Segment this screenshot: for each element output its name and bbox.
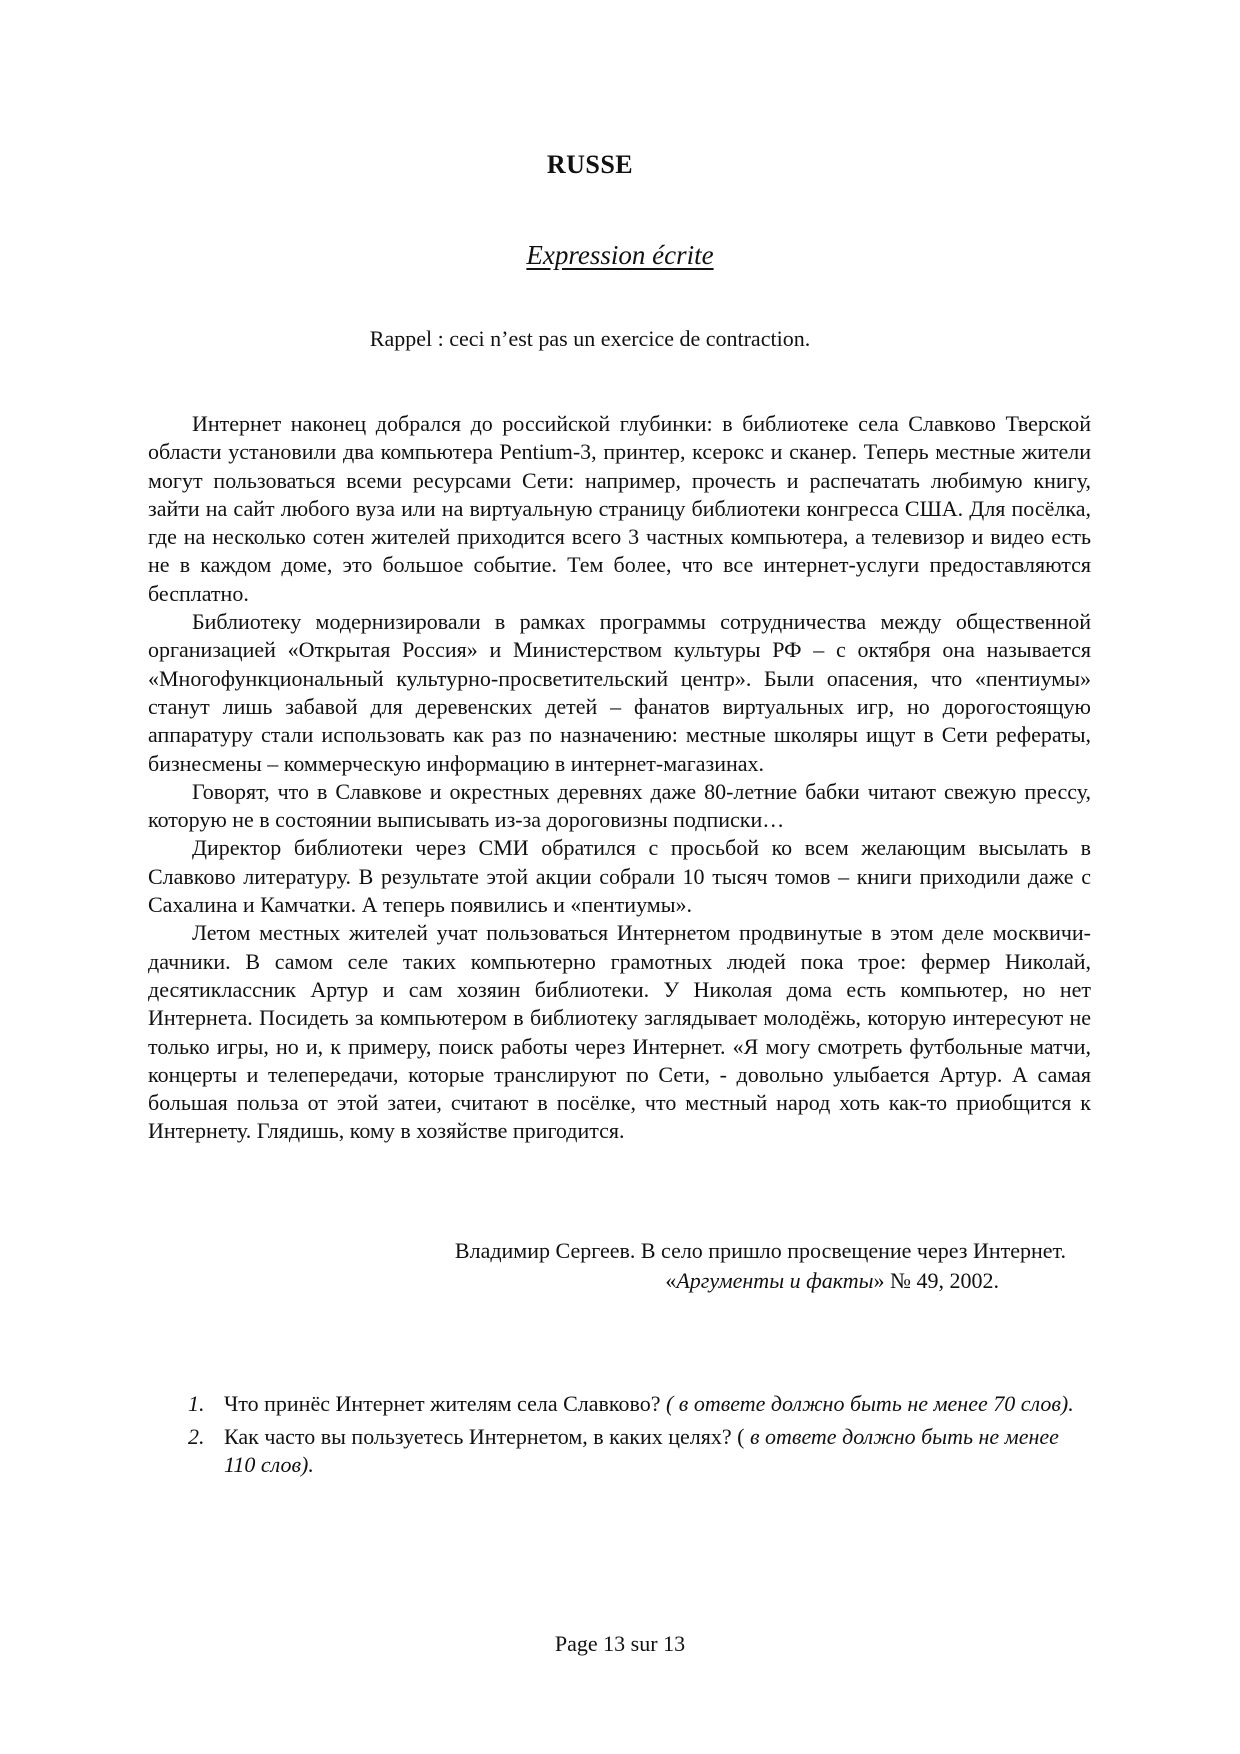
article-paragraph: Библиотеку модернизировали в рамках программы сотрудничества между общественной организацией «Открытая Россия» и Министерством культуры РФ – с октября она называется «Многофункциональный культурно-просветительский центр». Были опасения, что «пентиумы» станут лишь забавой для деревенских детей – фанатов виртуальных игр, но дорогостоящую аппаратуру стали использовать как раз по назначению: местные школяры ищут в Сети рефераты, бизнесмены – коммерческую информацию в интернет-магазинах. [148, 609, 1091, 776]
source-publication-line [148, 1266, 1091, 1296]
question-text: Что принёс Интернет жителям села Славково? [224, 1391, 666, 1416]
question-number: 2. [188, 1423, 205, 1449]
question-list [188, 1390, 1088, 1484]
question-text: Как часто вы пользуетесь Интернетом, в каких целях? ( [224, 1423, 750, 1449]
article-body [148, 410, 1091, 1146]
section-subtitle [0, 240, 1240, 271]
article-paragraph: Директор библиотеки через СМИ обратился с просьбой ко всем желающим высылать в Славково литературу. В результате этой акции собрали 10 тысяч томов – книги приходили даже с Сахалина и Камчатки. А теперь появились и «пентиумы». [148, 835, 1091, 918]
source-quote-open: « [665, 1268, 677, 1293]
reminder-note: Rappel : ceci n’est pas un exercice de contraction. [369, 326, 811, 351]
question-number: 1. [188, 1391, 205, 1416]
page-number: Page 13 sur 13 [554, 1631, 686, 1656]
page-title: RUSSE [546, 150, 634, 179]
question-item [188, 1423, 1088, 1480]
source-author-line: Владимир Сергеев. В село пришло просвещение через Интернет. [454, 1238, 1066, 1263]
article-source [148, 1236, 1091, 1296]
source-issue: » № 49, 2002. [873, 1268, 999, 1293]
article-paragraph: Говорят, что в Славкове и окрестных деревнях даже 80-летние бабки читают свежую прессу, которую не в состоянии выписывать из-за дороговизны подписки… [148, 778, 1091, 833]
question-item [188, 1390, 1088, 1419]
question-note: в ответе должно быть не менее 110 слов). [224, 1423, 1059, 1477]
article-paragraph: Летом местных жителей учат пользоваться Интернетом продвинутые в этом деле москвичи-дачники. В самом селе таких компьютерно грамотных людей пока трое: фермер Николай, десятиклассник Артур и сам хозяин библиотеки. У Николая дома есть компьютер, но нет Интернета. Посидеть за компьютером в библиотеку заглядывает молодёжь, которую интересуют не только игры, но и, к примеру, поиск работы через Интернет. «Я могу смотреть футбольные матчи, концерты и телепередачи, которые транслируют по Сети, - довольно улыбается Артур. А самая большая польза от этой затеи, считают в посёлке, что местный народ хоть как-то приобщится к Интернету. Глядишь, кому в хозяйстве пригодится. [148, 920, 1091, 1144]
source-publication-name: Аргументы и факты [676, 1268, 874, 1293]
question-note: ( в ответе должно быть не менее 70 слов). [665, 1391, 1074, 1416]
section-subtitle-text: Expression écrite [526, 240, 714, 270]
article-paragraph: Интернет наконец добрался до российской глубинки: в библиотеке села Славково Тверской области установили два компьютера Pentium-3, принтер, ксерокс и сканер. Теперь местные жители могут пользоваться всеми ресурсами Сети: например, прочесть и распечатать любимую книгу, зайти на сайт любого вуза или на виртуальную страницу библиотеки конгресса США. Для посёлка, где на несколько сотен жителей приходится всего 3 частных компьютера, а телевизор и видео есть не в каждом доме, это большое событие. Тем более, что все интернет-услуги предоставляются бесплатно. [148, 411, 1091, 606]
